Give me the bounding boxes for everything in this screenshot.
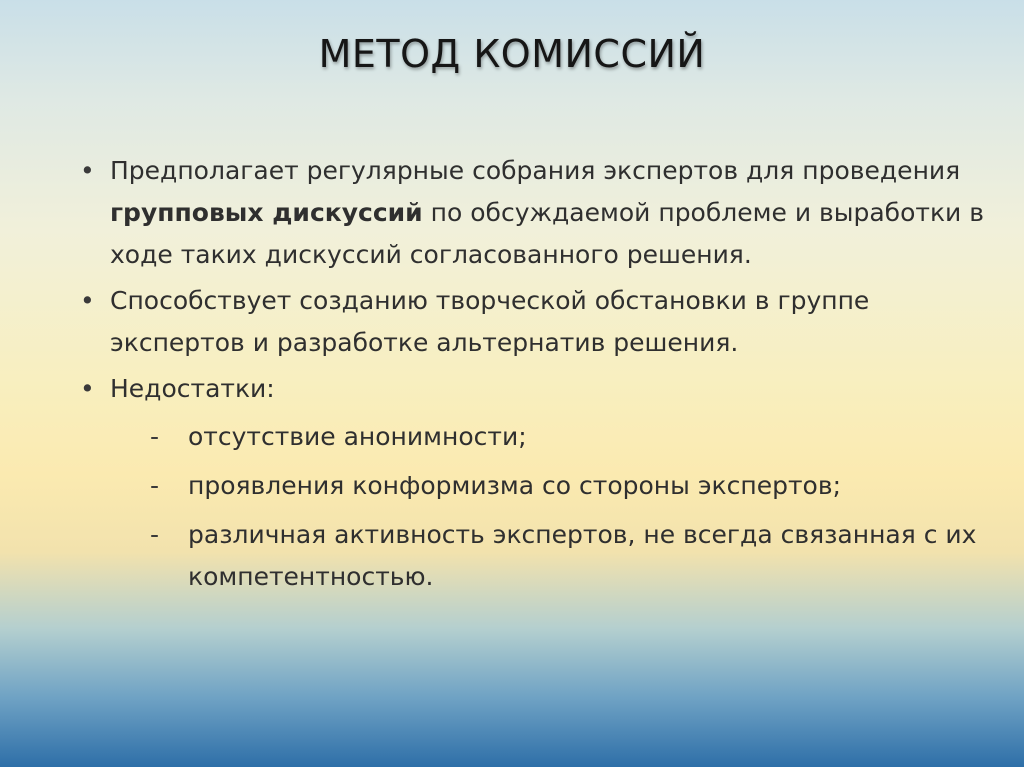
sub-item-1	[110, 416, 1000, 458]
bullet-marker: •	[80, 374, 95, 403]
bullet-text-after: по обсуждаемой проблеме и выработки в ходе таких дискуссий согласованного решения.	[110, 198, 984, 269]
sub-item-3	[110, 514, 1000, 598]
bullet-marker: •	[80, 156, 95, 185]
bullet-text-before: Предполагает регулярные собрания экспертов для проведения	[110, 156, 961, 185]
bullet-item-1	[80, 150, 1000, 276]
bullet-item-3	[80, 368, 1000, 598]
sub-item-2	[110, 465, 1000, 507]
dash-marker: -	[150, 422, 160, 451]
bullet-text: Недостатки:	[110, 374, 275, 403]
bullet-emphasis: групповых дискуссий	[110, 198, 423, 227]
bullet-item-2	[80, 280, 1000, 364]
sub-item-text: отсутствие анонимности;	[188, 422, 527, 451]
sub-item-text: различная активность экспертов, не всегда связанная с их компетентностью.	[188, 520, 977, 591]
dash-marker: -	[150, 471, 160, 500]
sub-item-text: проявления конформизма со стороны экспертов;	[188, 471, 841, 500]
bullet-list	[80, 150, 1000, 605]
bullet-marker: •	[80, 286, 95, 315]
dash-marker: -	[150, 520, 160, 549]
bullet-text: Способствует созданию творческой обстановки в группе экспертов и разработке альтернатив решения.	[110, 286, 870, 357]
sub-list	[110, 416, 1000, 598]
slide-title: МЕТОД КОМИССИЙ	[318, 32, 706, 76]
